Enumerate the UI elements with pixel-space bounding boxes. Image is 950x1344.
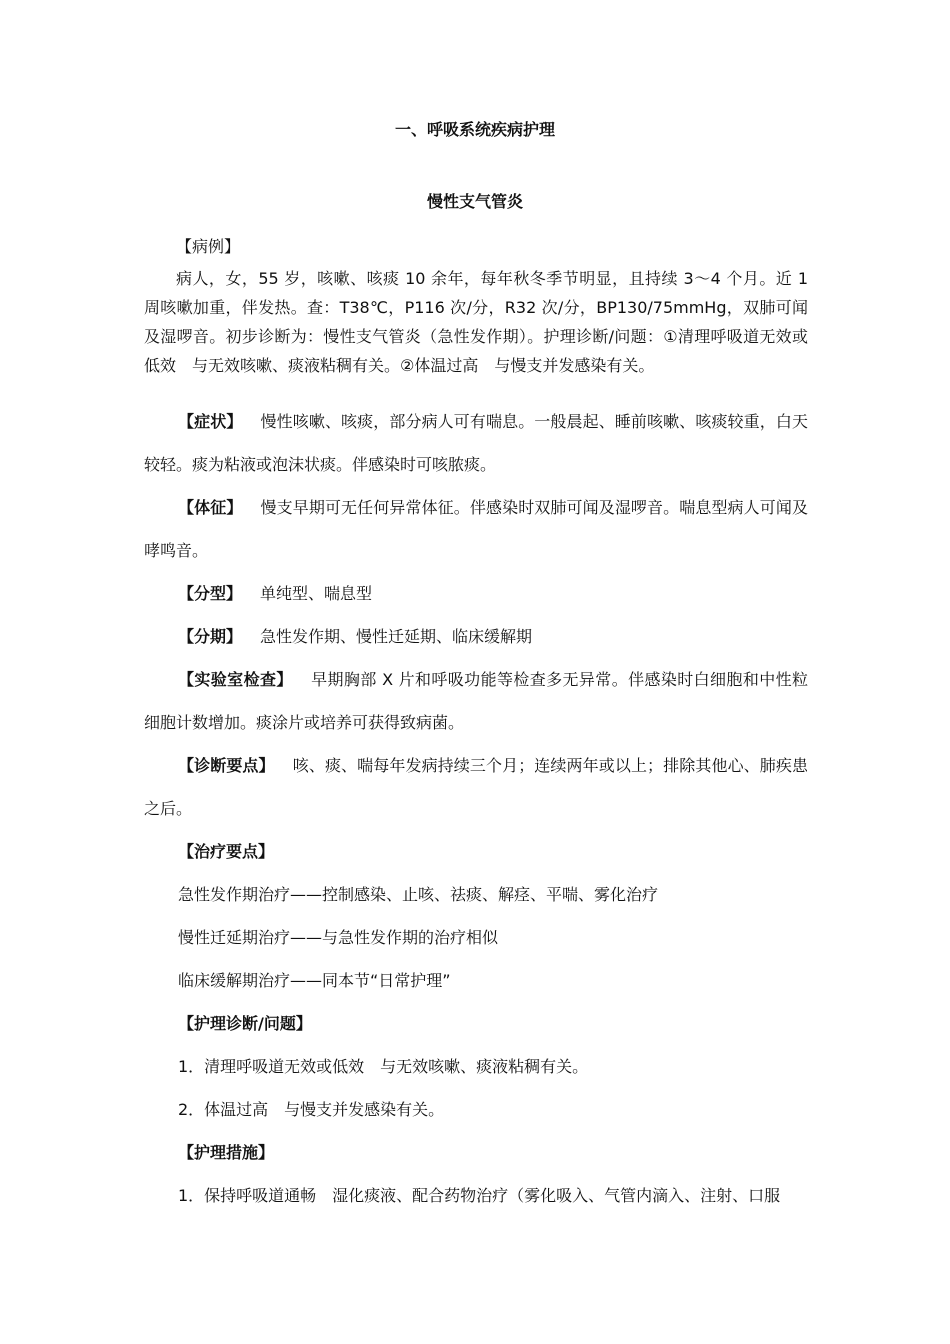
section-diagnosis-text: 咳、痰、喘每年发病持续三个月；连续两年或以上；排除其他心、肺疾患之后。: [144, 756, 808, 818]
section-sign-text: 慢支早期可无任何异常体征。伴感染时双肺可闻及湿啰音。喘息型病人可闻及哮鸣音。: [144, 498, 808, 560]
disease-title: 慢性支气管炎: [426, 192, 523, 211]
treatment-item: 慢性迁延期治疗——与急性发作期的治疗相似: [178, 928, 499, 947]
nursing-measures-heading: 【护理措施】: [178, 1143, 275, 1162]
section-lab: [144, 658, 808, 744]
nursing-measures-item: 1．保持呼吸道通畅 湿化痰液、配合药物治疗（雾化吸入、气管内滴入、注射、口服: [178, 1186, 781, 1205]
section-sign-label: 【体征】: [178, 498, 243, 517]
section-lab-text: 早期胸部 X 片和呼吸功能等检查多无异常。伴感染时白细胞和中性粒细胞计数增加。痰涂片或培养可获得致病菌。: [144, 670, 808, 732]
section-sign: [144, 486, 808, 572]
nursing-diagnosis-heading: 【护理诊断/问题】: [178, 1014, 312, 1033]
section-type-text: 单纯型、喘息型: [260, 584, 373, 603]
section-symptom-label: 【症状】: [178, 412, 243, 431]
case-heading: 【病例】: [176, 237, 241, 256]
section-diagnosis-label: 【诊断要点】: [178, 756, 275, 775]
section-type: [144, 572, 808, 615]
section-type-label: 【分型】: [178, 584, 243, 603]
nursing-diagnosis-item: 2．体温过高 与慢支并发感染有关。: [178, 1100, 445, 1119]
section-diagnosis: [144, 744, 808, 830]
treatment-item: 临床缓解期治疗——同本节“日常护理”: [178, 971, 451, 990]
section-stage-text: 急性发作期、慢性迁延期、临床缓解期: [260, 627, 533, 646]
section-lab-label: 【实验室检查】: [178, 670, 293, 689]
treatment-item: 急性发作期治疗——控制感染、止咳、祛痰、解痉、平喘、雾化治疗: [178, 885, 659, 904]
case-body: 病人，女，55 岁，咳嗽、咳痰 10 余年，每年秋冬季节明显，且持续 3～4 个月。近 1 周咳嗽加重，伴发热。查：T38℃，P116 次/分，R32 次/分，BP130/75mmHg，双肺可闻及湿啰音。初步诊断为：慢性支气管炎（急性发作期）。护理诊断/问题：①清理呼吸道无效或低效 与无效咳嗽、痰液粘稠有关。②体温过高 与慢支并发感染有关。: [144, 269, 808, 375]
chapter-title: 一、呼吸系统疾病护理: [394, 120, 555, 139]
section-symptom: [144, 400, 808, 486]
section-symptom-text: 慢性咳嗽、咳痰，部分病人可有喘息。一般晨起、睡前咳嗽、咳痰较重，白天较轻。痰为粘液或泡沫状痰。伴感染时可咳脓痰。: [144, 412, 808, 474]
nursing-diagnosis-item: 1．清理呼吸道无效或低效 与无效咳嗽、痰液粘稠有关。: [178, 1057, 589, 1076]
treatment-heading: 【治疗要点】: [178, 842, 275, 861]
section-stage: [144, 615, 808, 658]
section-stage-label: 【分期】: [178, 627, 243, 646]
